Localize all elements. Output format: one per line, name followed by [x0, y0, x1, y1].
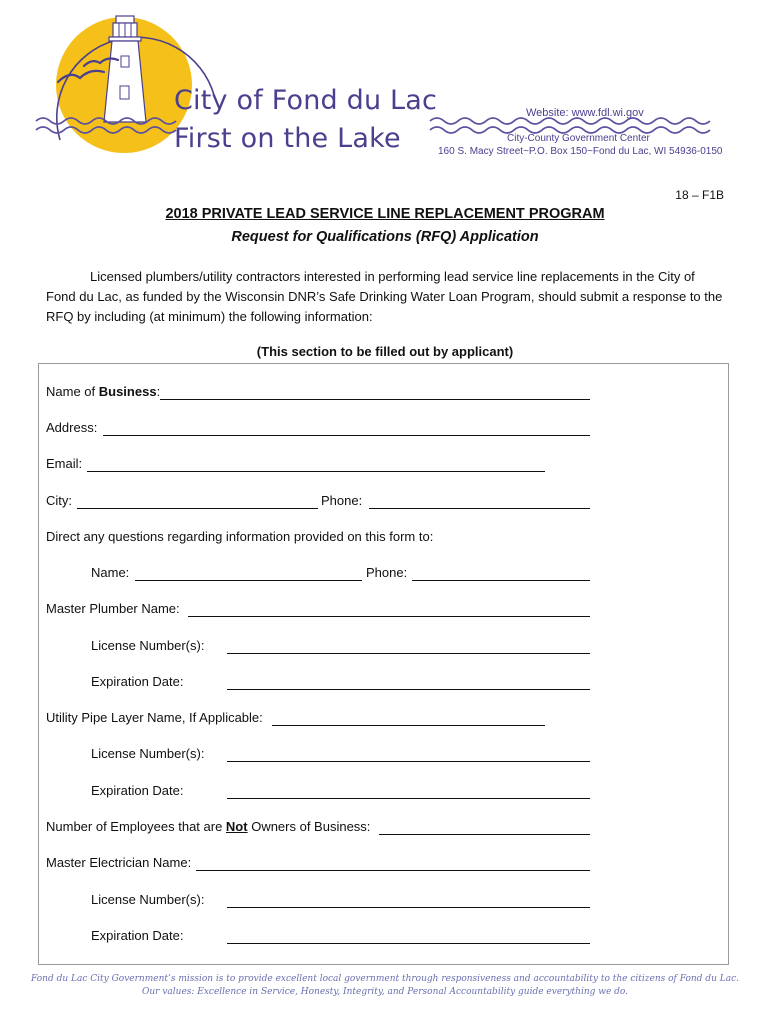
employees-row: [46, 819, 591, 837]
contact-name-label: Name:: [91, 565, 130, 580]
email-field[interactable]: [87, 471, 545, 472]
email-label: Email:: [46, 456, 83, 471]
electrician-license-field[interactable]: [227, 907, 590, 908]
business-name-field[interactable]: [160, 399, 590, 400]
letterhead-center-name: City-County Government Center: [507, 133, 650, 144]
electrician-expiration-field[interactable]: [227, 943, 590, 944]
plumber-license-label: License Number(s):: [91, 638, 205, 653]
master-electrician-label: Master Electrician Name:: [46, 855, 192, 870]
master-electrician-field[interactable]: [196, 870, 590, 871]
master-plumber-label: Master Plumber Name:: [46, 601, 180, 616]
pipe-layer-license-row: [91, 746, 591, 764]
address-row: [46, 420, 591, 438]
pipe-layer-license-field[interactable]: [227, 761, 590, 762]
plumber-expiration-label: Expiration Date:: [91, 674, 184, 689]
email-row: [46, 456, 546, 474]
intro-text: Licensed plumbers/utility contractors interested in performing lead service line replacements in the City of Fond du Lac, as funded by the Wisconsin DNR’s Safe Drinking Water Loan Program, should submit a response to the RFQ by including (at minimum) the following information:: [46, 269, 723, 324]
contact-row: [91, 565, 591, 583]
footer-values: Our values: Excellence in Service, Honesty, Integrity, and Personal Accountability guide everything we do.: [141, 987, 629, 997]
business-name-row: [46, 384, 591, 402]
intro-paragraph: [46, 267, 726, 327]
footer: [0, 973, 770, 999]
letterhead-website: Website: www.fdl.wi.gov: [526, 107, 644, 119]
employees-label: Number of Employees that are Not Owners of Business:: [46, 819, 371, 834]
page-title: 2018 PRIVATE LEAD SERVICE LINE REPLACEMENT PROGRAM: [165, 206, 605, 222]
phone-field[interactable]: [369, 508, 590, 509]
footer-mission: Fond du Lac City Government’s mission is to provide excellent local government through responsiveness and accountability to the citizens of Fond du Lac.: [31, 974, 739, 984]
pipe-layer-label: Utility Pipe Layer Name, If Applicable:: [46, 710, 263, 725]
section-heading: (This section to be filled out by applicant): [256, 344, 514, 359]
contact-phone-field[interactable]: [412, 580, 590, 581]
phone-label: Phone:: [321, 493, 363, 508]
pipe-layer-field[interactable]: [272, 725, 545, 726]
letterhead-address: 160 S. Macy Street~P.O. Box 150~Fond du Lac, WI 54936-0150: [438, 146, 723, 157]
plumber-expiration-row: [91, 674, 591, 692]
master-plumber-row: [46, 601, 591, 619]
pipe-layer-license-label: License Number(s):: [91, 746, 205, 761]
direct-questions-row: [46, 529, 646, 547]
pipe-layer-expiration-row: [91, 783, 591, 801]
plumber-license-field[interactable]: [227, 653, 590, 654]
contact-name-field[interactable]: [135, 580, 362, 581]
master-plumber-field[interactable]: [188, 616, 590, 617]
plumber-license-row: [91, 638, 591, 656]
pipe-layer-expiration-label: Expiration Date:: [91, 783, 184, 798]
form-code: 18 – F1B: [675, 188, 724, 202]
business-name-label: Name of Business:: [46, 384, 161, 399]
city-field[interactable]: [77, 508, 318, 509]
electrician-expiration-row: [91, 928, 591, 946]
applicant-form: [38, 363, 729, 965]
pipe-layer-row: [46, 710, 546, 728]
direct-questions-text: Direct any questions regarding information provided on this form to:: [46, 529, 434, 544]
letterhead-city-name: City of Fond du Lac: [174, 85, 438, 116]
letterhead: [0, 0, 770, 170]
city-phone-row: [46, 493, 591, 511]
pipe-layer-expiration-field[interactable]: [227, 798, 590, 799]
electrician-expiration-label: Expiration Date:: [91, 928, 184, 943]
plumber-expiration-field[interactable]: [227, 689, 590, 690]
contact-phone-label: Phone:: [366, 565, 408, 580]
master-electrician-row: [46, 855, 591, 873]
page-subtitle: Request for Qualifications (RFQ) Application: [231, 229, 539, 245]
employees-field[interactable]: [379, 834, 590, 835]
address-label: Address:: [46, 420, 98, 435]
address-field[interactable]: [103, 435, 590, 436]
electrician-license-label: License Number(s):: [91, 892, 205, 907]
city-label: City:: [46, 493, 72, 508]
letterhead-slogan: First on the Lake: [174, 123, 401, 154]
electrician-license-row: [91, 892, 591, 910]
